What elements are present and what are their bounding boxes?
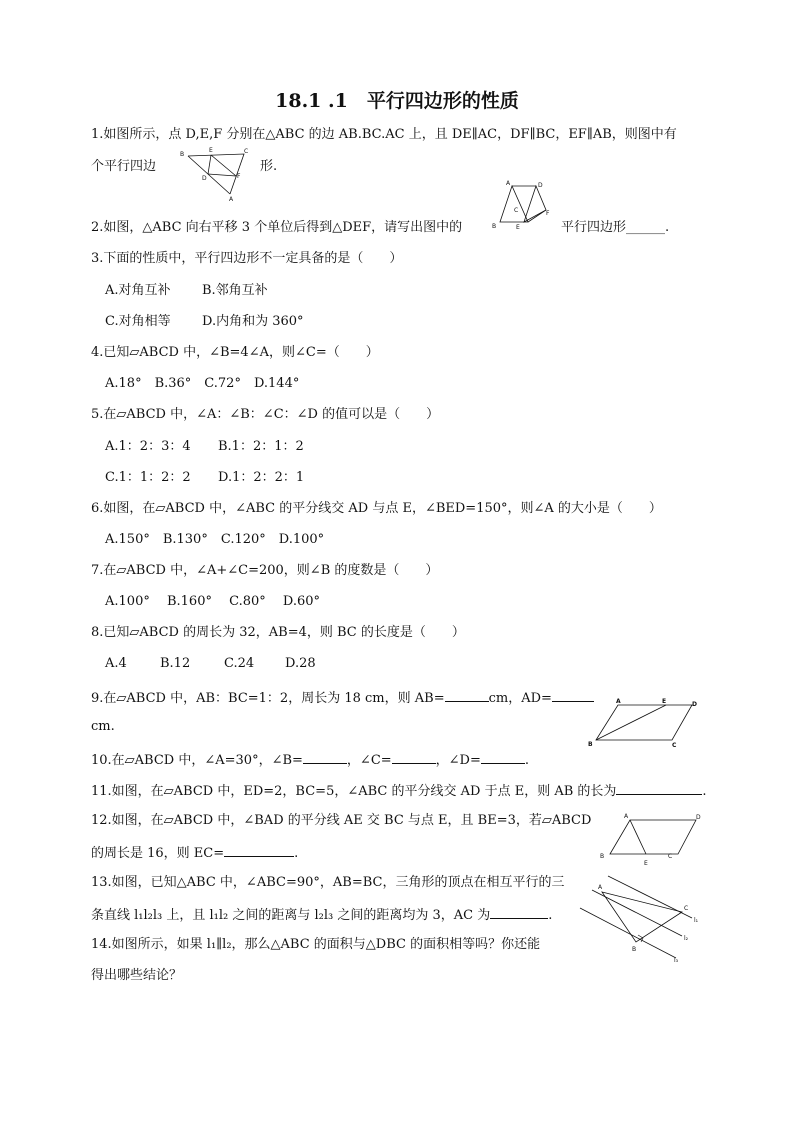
fig9-label-c: C [672,742,677,749]
question-12-line-2 [91,843,298,863]
question-13-line-2 [91,905,552,925]
figure-q2 [490,182,552,230]
answer-blank-ac[interactable] [490,905,548,919]
fig1-label-d: D [202,175,207,182]
question-14-text-a: 14.如图所示，如果 l₁∥l₂，那么△ABC 的面积与△DBC 的面积相等吗？你还能 [91,937,541,952]
question-8-text: 8.已知▱ABCD 的周长为 32，AB=4，则 BC 的长度是（ ） [91,625,465,640]
question-11-text-b: . [702,784,707,799]
answer-blank-d[interactable] [481,750,525,764]
question-5-option-a: A.1：2：3：4 [105,439,191,454]
question-3-option-d: D.内角和为 360° [202,314,304,329]
figure-q1 [180,147,250,203]
question-9-text-c: cm. [91,719,115,734]
fig9-label-d: D [692,701,697,708]
page-title: 18.1 .1 平行四边形的性质 [275,90,519,112]
question-14-text-b: 得出哪些结论？ [91,968,183,983]
fig2-label-b: B [492,223,497,230]
fig1-label-a: A [229,196,234,203]
question-10-text-c: ，∠D= [435,753,481,768]
question-12-text-a: 12.如图，在▱ABCD 中，∠BAD 的平分线 AE 交 BC 与点 E，且 BE=3，若▱ABCD [91,813,592,828]
fig9-label-a: A [616,698,621,705]
fig9-label-b: B [588,741,593,748]
fig2-label-a: A [506,180,511,187]
question-13-text-a: 13.如图，已知△ABC 中，∠ABC=90°，AB=BC，三角形的顶点在相互平行的三 [91,875,565,890]
fig12-label-c: C [668,853,673,860]
question-8-option-d: D.28 [285,656,316,671]
question-5-text: 5.在▱ABCD 中，∠A：∠B：∠C：∠D 的值可以是（ ） [91,407,440,422]
question-8-option-b: B.12 [160,656,191,671]
question-5-option-c: C.1：1：2：2 [105,470,191,485]
question-10-text-d: . [524,753,530,768]
answer-blank-ec[interactable] [224,843,294,857]
question-9-text-b: cm，AD= [488,691,552,706]
question-5-option-d: D.1：2：2：1 [218,470,305,485]
figure-q12 [598,810,702,866]
question-2-text: 2.如图，△ABC 向右平移 3 个单位后得到△DEF，请写出图中的 [91,220,463,235]
question-2-text-b: 平行四边形______. [561,220,670,235]
fig13-label-l2: l₂ [684,935,689,942]
answer-blank-c[interactable] [392,750,436,764]
fig12-label-d: D [696,814,701,821]
question-6-options: A.150° B.130° C.120° D.100° [105,532,325,547]
question-8-option-c: C.24 [224,656,255,671]
fig12-label-b: B [600,853,605,860]
question-11-line [91,781,707,801]
answer-blank-b[interactable] [303,750,347,764]
question-4-text: 4.已知▱ABCD 中，∠B=4∠A，则∠C=（ ） [91,345,379,360]
figure-q9 [588,700,704,748]
fig13-label-l3: l₃ [674,957,679,964]
question-3-option-a: A.对角互补 [105,283,171,298]
question-3-option-b: B.邻角互补 [202,283,268,298]
question-3-text: 3.下面的性质中，平行四边形不一定具备的是（ ） [91,251,403,266]
question-1-text-b: 个平行四边 [91,159,157,174]
figure-q13 [580,872,702,962]
fig1-label-b: B [180,151,185,158]
fig9-label-e: E [662,698,667,705]
question-10-text-a: 10.在▱ABCD 中，∠A=30°，∠B= [91,753,303,768]
question-3-option-c: C.对角相等 [105,314,171,329]
question-10-line [91,750,529,770]
question-8-option-a: A.4 [105,656,127,671]
question-10-text-b: ，∠C= [346,753,392,768]
question-13-text-b: 条直线 l₁l₂l₃ 上，且 l₁l₂ 之间的距离与 l₂l₃ 之间的距离均为 3，AC 为 [91,908,491,923]
question-12-text-b: 的周长是 16，则 EC= [91,846,225,861]
fig12-label-e: E [644,860,648,867]
fig1-label-c: C [244,148,249,155]
fig13-label-l1: l₁ [694,917,699,924]
fig13-label-b: B [632,946,637,953]
question-6-text: 6.如图，在▱ABCD 中，∠ABC 的平分线交 AD 与点 E，∠BED=150°，则∠A 的大小是（ ） [91,501,662,516]
fig13-label-a: A [598,884,603,891]
question-11-text-a: 11.如图，在▱ABCD 中，ED=2，BC=5，∠ABC 的平分线交 AD 于点 E，则 AB 的长为 [91,784,617,799]
fig2-label-e: E [516,224,520,231]
question-1-text: 1.如图所示，点 D,E,F 分别在△ABC 的边 AB.BC.AC 上，且 DE∥AC，DF∥BC，EF∥AB，则图中有 [91,127,677,142]
fig2-label-c: C [514,207,519,214]
question-13-text-c: . [548,908,553,923]
fig2-label-f: F [546,210,550,217]
question-7-options: A.100° B.160° C.80° D.60° [105,594,321,609]
question-4-options: A.18° B.36° C.72° D.144° [105,376,300,391]
question-1-text-c: 形. [260,159,278,174]
question-9-line-1 [91,688,594,708]
answer-blank-ab-length[interactable] [616,781,702,795]
answer-blank-ab[interactable] [445,688,489,702]
fig1-label-e: E [209,147,213,154]
question-9-text-a: 9.在▱ABCD 中，AB：BC=1：2，周长为 18 cm，则 AB= [91,691,445,706]
question-5-option-b: B.1：2：1：2 [218,439,304,454]
fig13-label-c: C [684,905,689,912]
question-7-text: 7.在▱ABCD 中，∠A+∠C=200，则∠B 的度数是（ ） [91,563,439,578]
question-12-text-c: . [294,846,299,861]
fig12-label-a: A [624,813,629,820]
fig1-label-f: F [237,173,241,180]
fig2-label-d: D [538,182,543,189]
